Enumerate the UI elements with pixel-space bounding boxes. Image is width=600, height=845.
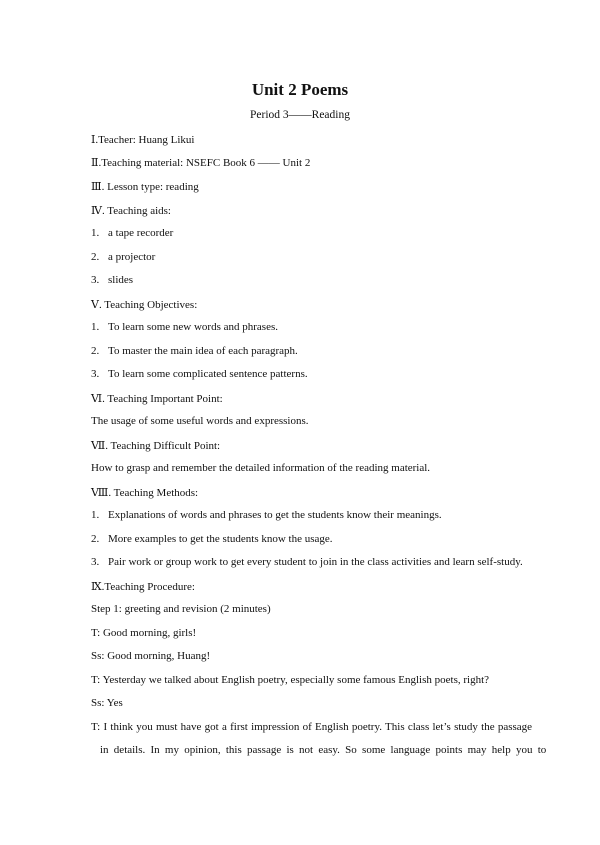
line-text: To learn some complicated sentence patterns. xyxy=(108,368,308,380)
line-text: slides xyxy=(108,274,134,286)
list-item xyxy=(91,368,308,380)
teaching-material-line xyxy=(91,156,310,169)
step-line xyxy=(91,603,271,615)
document-title: Unit 2 Poems xyxy=(251,80,349,99)
difficult-point-heading xyxy=(91,439,220,452)
dialogue-line xyxy=(91,627,196,639)
line-text: Step 1: greeting and revision (2 minutes) xyxy=(91,603,271,615)
teaching-methods-heading xyxy=(91,486,198,499)
list-number: 2. xyxy=(91,345,100,357)
line-text: The usage of some useful words and expressions. xyxy=(91,415,309,427)
list-item xyxy=(91,345,298,357)
list-number: 3. xyxy=(91,274,100,286)
dialogue-line xyxy=(91,721,532,733)
list-item xyxy=(91,321,278,333)
dialogue-line xyxy=(91,674,489,686)
line-text: a projector xyxy=(108,251,156,263)
important-point-heading xyxy=(91,392,223,405)
line-text: To learn some new words and phrases. xyxy=(108,321,278,333)
dialogue-continuation-line xyxy=(100,744,546,756)
line-text: T: Good morning, girls! xyxy=(91,627,197,639)
list-number: 3. xyxy=(91,368,100,380)
line-text: Pair work or group work to get every student to join in the class activities and learn self-study. xyxy=(108,556,523,568)
list-item xyxy=(91,274,133,286)
teaching-objectives-heading xyxy=(91,298,197,311)
list-number: 2. xyxy=(91,533,100,545)
line-text: T: Yesterday we talked about English poetry, especially some famous English poets, right? xyxy=(91,674,490,686)
list-item xyxy=(91,227,173,239)
line-text: Ⅶ. Teaching Difficult Point: xyxy=(91,440,221,452)
list-item xyxy=(91,556,523,568)
line-text: Ⅸ.Teaching Procedure: xyxy=(91,581,195,593)
list-item xyxy=(91,251,155,263)
line-text: Ⅳ. Teaching aids: xyxy=(91,205,171,217)
list-number: 3. xyxy=(91,556,100,568)
paragraph-line xyxy=(91,415,309,427)
paragraph-line xyxy=(91,462,430,474)
line-text: Ⅵ. Teaching Important Point: xyxy=(91,393,223,405)
teacher-line xyxy=(91,133,194,146)
line-text: Ss: Yes xyxy=(91,697,123,709)
line-text: in details. In my opinion, this passage is not easy. So some language points may help you to xyxy=(100,744,547,756)
teaching-procedure-heading xyxy=(91,580,195,593)
dialogue-line xyxy=(91,697,123,709)
list-item xyxy=(91,533,333,545)
lesson-type-line xyxy=(91,180,199,193)
document-subtitle: Period 3——Reading xyxy=(250,109,350,121)
list-number: 1. xyxy=(91,321,100,333)
line-text: a tape recorder xyxy=(108,227,174,239)
line-text: Ss: Good morning, Huang! xyxy=(91,650,211,662)
list-number: 1. xyxy=(91,227,100,239)
teaching-aids-heading xyxy=(91,204,171,217)
line-text: To master the main idea of each paragraph. xyxy=(108,345,298,357)
list-number: 2. xyxy=(91,251,100,263)
line-text: T: I think you must have got a first impression of English poetry. This class let’s study the passage xyxy=(91,721,533,733)
line-text: Ⅴ. Teaching Objectives: xyxy=(91,299,198,311)
line-text: Ⅷ. Teaching Methods: xyxy=(91,487,199,499)
line-text: Ⅰ.Teacher: Huang Likui xyxy=(91,134,195,146)
line-text: Ⅱ.Teaching material: NSEFC Book 6 —— Unit 2 xyxy=(91,157,311,169)
line-text: Ⅲ. Lesson type: reading xyxy=(91,181,199,193)
list-item xyxy=(91,509,442,521)
dialogue-line xyxy=(91,650,210,662)
line-text: Explanations of words and phrases to get the students know their meanings. xyxy=(108,509,442,521)
line-text: More examples to get the students know the usage. xyxy=(108,533,333,545)
list-number: 1. xyxy=(91,509,100,521)
line-text: How to grasp and remember the detailed information of the reading material. xyxy=(91,462,431,474)
